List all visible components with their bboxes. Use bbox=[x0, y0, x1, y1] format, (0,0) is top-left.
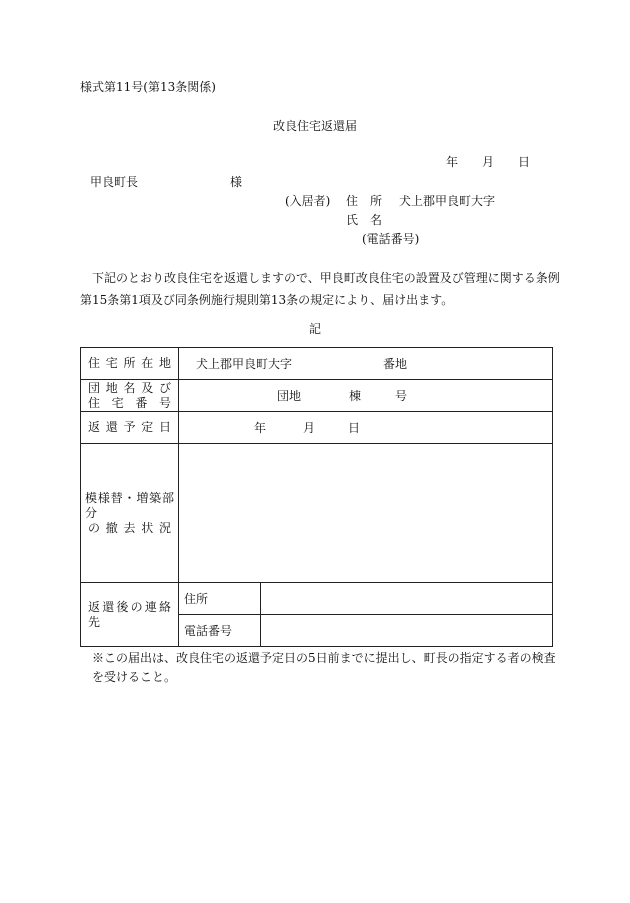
estate-gou: 号 bbox=[395, 389, 408, 403]
estate-mune: 棟 bbox=[349, 389, 362, 403]
applicant-address-value: 犬上郡甲良町大字 bbox=[399, 194, 496, 208]
location-label: 住宅所在地 bbox=[81, 348, 179, 380]
contact-phone-value[interactable] bbox=[261, 615, 553, 647]
location-suffix: 番地 bbox=[383, 357, 408, 371]
return-date-label: 返還予定日 bbox=[81, 412, 179, 444]
applicant-address-label: 住 所 bbox=[346, 194, 383, 208]
estate-value-cell[interactable] bbox=[179, 380, 553, 412]
date-day: 日 bbox=[518, 155, 531, 169]
ki-marker: 記 bbox=[308, 322, 321, 336]
return-month: 月 bbox=[303, 421, 316, 435]
estate-danchi: 団地 bbox=[277, 389, 302, 403]
applicant-role: (入居者) bbox=[285, 194, 331, 208]
form-number: 様式第11号(第13条関係) bbox=[80, 80, 216, 94]
row-removal bbox=[81, 444, 553, 583]
body-line-1: 下記のとおり改良住宅を返還しますので、甲良町改良住宅の設置及び管理に関する条例 bbox=[92, 271, 560, 285]
location-value: 犬上郡甲良町大字 bbox=[196, 357, 293, 371]
date-month: 月 bbox=[482, 155, 495, 169]
addressee-name: 甲良町長 bbox=[90, 175, 139, 189]
return-form-table bbox=[80, 347, 553, 647]
return-day: 日 bbox=[348, 421, 361, 435]
body-line-2: 第15条第1項及び同条例施行規則第13条の規定により、届け出ます。 bbox=[80, 293, 454, 307]
removal-label: 模様替・増築部分 の撤去状況 bbox=[81, 444, 179, 583]
location-value-cell[interactable] bbox=[179, 348, 553, 380]
applicant-phone-label: (電話番号) bbox=[362, 232, 420, 246]
row-contact-address bbox=[81, 583, 553, 615]
estate-label: 団地名及び 住宅番号 bbox=[81, 380, 179, 412]
row-estate bbox=[81, 380, 553, 412]
date-year: 年 bbox=[446, 155, 459, 169]
contact-phone-label: 電話番号 bbox=[179, 615, 261, 647]
contact-label: 返還後の連絡先 bbox=[81, 583, 179, 647]
row-return-date bbox=[81, 412, 553, 444]
row-location bbox=[81, 348, 553, 380]
removal-value-cell[interactable] bbox=[179, 444, 553, 583]
return-date-value-cell[interactable] bbox=[179, 412, 553, 444]
submission-note: ※この届出は、改良住宅の返還予定日の5日前までに提出し、町長の指定する者の検査を受けること。 bbox=[92, 651, 556, 684]
contact-address-label: 住所 bbox=[179, 583, 261, 615]
document-title: 改良住宅返還届 bbox=[272, 119, 357, 133]
return-year: 年 bbox=[254, 421, 267, 435]
applicant-name-label: 氏 名 bbox=[346, 213, 383, 227]
contact-address-value[interactable] bbox=[261, 583, 553, 615]
addressee-honorific: 様 bbox=[230, 175, 243, 189]
